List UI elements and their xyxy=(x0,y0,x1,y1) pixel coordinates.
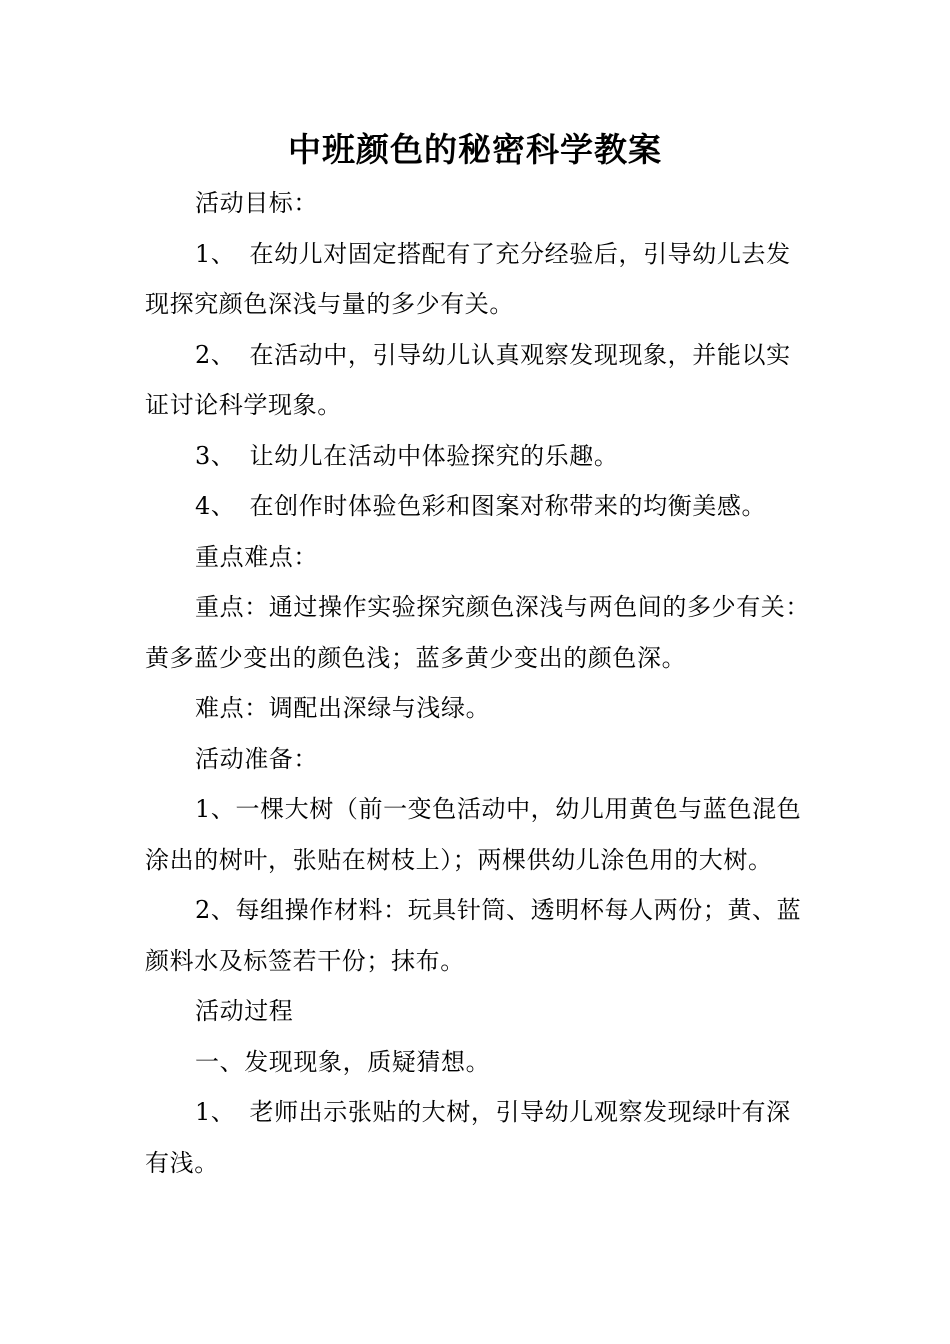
paragraph-text: 让幼儿在活动中体验探究的乐趣。 xyxy=(249,441,619,470)
paragraph-text: 1、一棵大树（前一变色活动中，幼儿用黄色与蓝色混色涂出的树叶，张贴在树枝上）；两棵供幼儿涂色用的大树。 xyxy=(145,795,802,874)
paragraph-text: 重点难点： xyxy=(195,542,318,571)
paragraph-number: 3、 xyxy=(195,441,236,470)
document-body xyxy=(145,178,810,1188)
paragraph-key-points-heading xyxy=(145,532,810,583)
paragraph-number: 2、 xyxy=(195,340,236,369)
paragraph-number: 4、 xyxy=(195,492,236,520)
paragraph-text: 重点：通过操作实验探究颜色深浅与两色间的多少有关：黄多蓝少变出的颜色浅；蓝多黄少变出的颜色深。 xyxy=(145,593,810,672)
paragraph-text: 一、发现现象，质疑猜想。 xyxy=(195,1047,491,1076)
paragraph-objective-3 xyxy=(145,431,810,482)
paragraph-process-substep-1 xyxy=(145,1087,810,1188)
paragraph-text: 在活动中，引导幼儿认真观察发现现象，并能以实证讨论科学现象。 xyxy=(145,340,791,419)
paragraph-text: 活动目标： xyxy=(195,189,318,217)
paragraph-objective-2 xyxy=(145,330,810,431)
paragraph-text: 难点：调配出深绿与浅绿。 xyxy=(195,694,491,722)
paragraph-process-step-1 xyxy=(145,1037,810,1088)
paragraph-process-heading xyxy=(145,986,810,1037)
paragraph-number: 1、 xyxy=(195,239,236,268)
paragraph-text: 2、每组操作材料：玩具针筒、透明杯每人两份；黄、蓝颜料水及标签若干份；抹布。 xyxy=(145,896,802,975)
paragraph-preparation-heading xyxy=(145,734,810,785)
paragraph-objectives-heading xyxy=(145,178,810,229)
paragraph-difficulty xyxy=(145,683,810,734)
paragraph-preparation-2 xyxy=(145,885,810,986)
paragraph-preparation-1 xyxy=(145,784,810,885)
paragraph-text: 活动准备： xyxy=(195,744,318,773)
paragraph-objective-4 xyxy=(145,481,810,532)
paragraph-text: 在创作时体验色彩和图案对称带来的均衡美感。 xyxy=(249,492,767,520)
paragraph-objective-1 xyxy=(145,229,810,330)
paragraph-number: 1、 xyxy=(195,1098,236,1126)
paragraph-key-point xyxy=(145,582,810,683)
paragraph-text: 老师出示张贴的大树，引导幼儿观察发现绿叶有深有浅。 xyxy=(145,1098,791,1177)
paragraph-text: 在幼儿对固定搭配有了充分经验后，引导幼儿去发现探究颜色深浅与量的多少有关。 xyxy=(145,239,791,318)
document-title: 中班颜色的秘密科学教案 xyxy=(288,130,662,169)
paragraph-text: 活动过程 xyxy=(195,997,294,1025)
